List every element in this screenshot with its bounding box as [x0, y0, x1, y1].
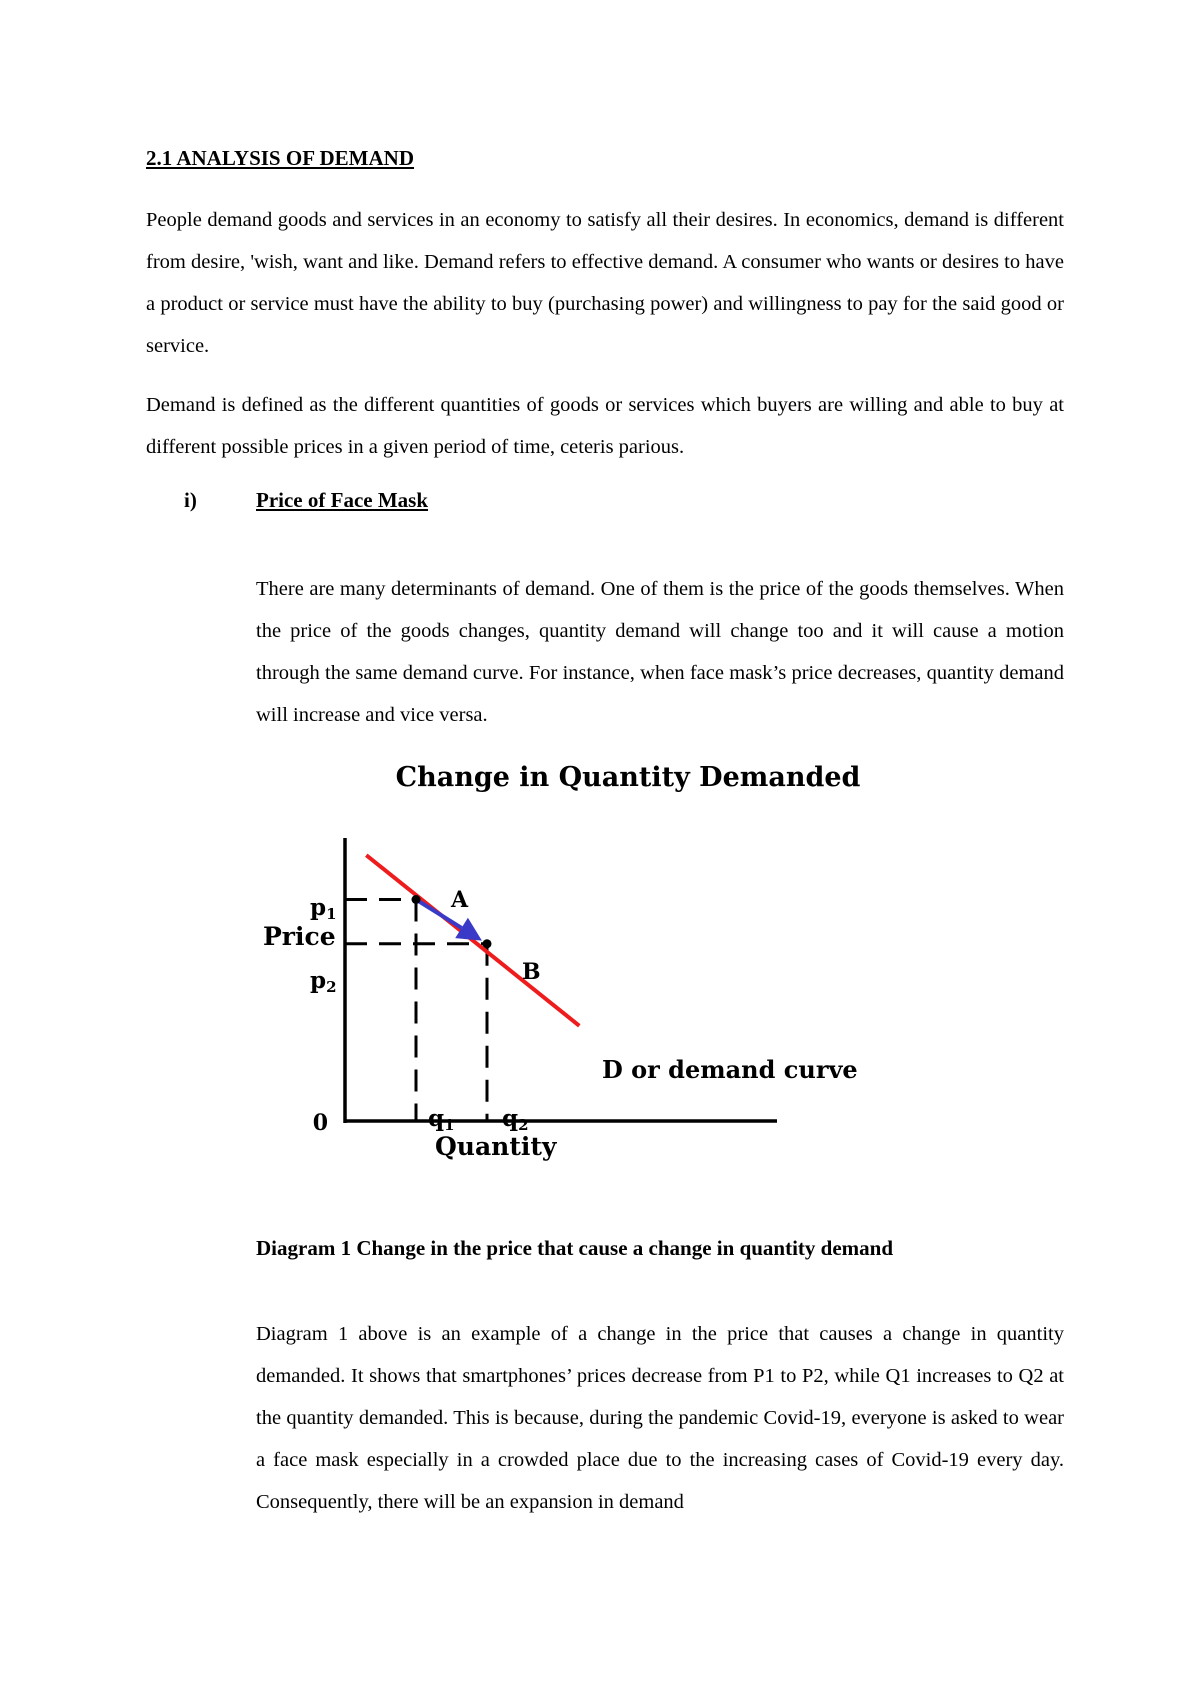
x-tick-q1: q1 — [428, 1105, 455, 1134]
diagram-caption: Diagram 1 Change in the price that cause a change in quantity demand — [256, 1236, 894, 1260]
x-axis-label: Quantity — [435, 1132, 557, 1161]
demand-curve-line — [366, 855, 579, 1026]
y-tick-p1: p1 — [310, 894, 337, 923]
y-tick-p2: p2 — [310, 967, 337, 996]
point-label-b: B — [522, 959, 541, 985]
point-a — [412, 895, 421, 904]
y-axis-label: Price — [263, 922, 336, 951]
origin-label: 0 — [312, 1110, 328, 1136]
demand-curve-label: D or demand curve — [602, 1055, 858, 1084]
section-heading: 2.1 ANALYSIS OF DEMAND — [146, 146, 414, 170]
demand-chart — [250, 750, 990, 1190]
point-label-a: A — [451, 887, 469, 913]
subsection-number: i) — [184, 488, 197, 512]
chart-title: Change in Quantity Demanded — [395, 762, 861, 793]
x-tick-q2: q2 — [502, 1105, 529, 1134]
subsection-title: Price of Face Mask — [256, 488, 429, 512]
demand-curve-layer — [366, 855, 579, 1026]
paragraph-price-determinant: There are many determinants of demand. One of them is the price of the goods themselves. When the price of the goods changes, quantity demand will change too and it will cause a motion through the same demand curve. For instance, when face mask’s price decreases, quantity demand will increase and vice versa. — [256, 578, 1064, 726]
paragraph-demand-intro: People demand goods and services in an economy to satisfy all their desires. In economics, demand is different from desire, 'wish, want and like. Demand refers to effective demand. A consumer who wants or desires to have a product or service must have the ability to buy (purchasing power) and willingness to pay for the said good or service. — [146, 209, 1064, 357]
point-b — [483, 939, 492, 948]
paragraph-demand-definition: Demand is defined as the different quantities of goods or services which buyers are willing and able to buy at different possible prices in a given period of time, ceteris parious. — [146, 394, 1064, 458]
paragraph-diagram-explanation: Diagram 1 above is an example of a change in the price that causes a change in quantity demanded. It shows that smartphones’ prices decrease from P1 to P2, while Q1 increases to Q2 at the quantity demanded. This is because, during the pandemic Covid-19, everyone is asked to wear a face mask especially in a crowded place due to the increasing cases of Covid-19 every day. Consequently, there will be an expansion in demand — [256, 1323, 1064, 1513]
